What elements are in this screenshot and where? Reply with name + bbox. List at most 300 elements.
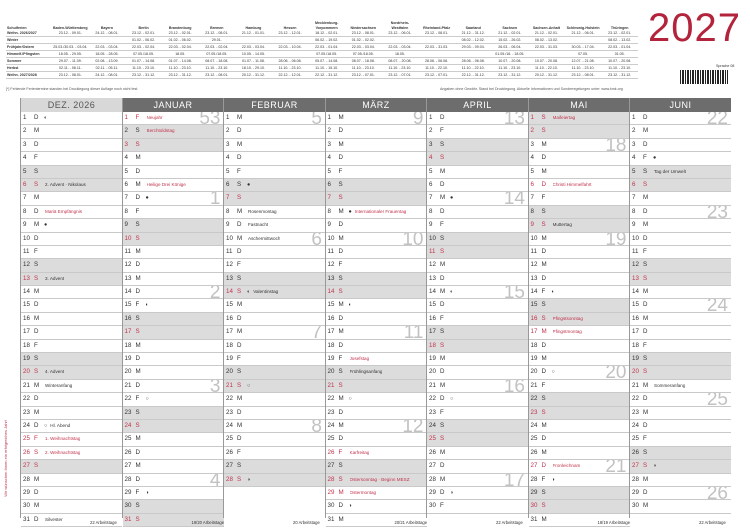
day-number: 25 [429, 435, 436, 443]
holiday-cell: 11.10. - 23.10. [162, 65, 199, 72]
day-number: 21 [327, 381, 335, 389]
weekday-letter: D [440, 180, 445, 188]
day-number: 5 [23, 167, 27, 175]
holiday-cell: 23.12. - 02.01. [125, 30, 162, 37]
day-row [529, 286, 630, 299]
weekday-letter: F [440, 408, 444, 416]
day-number: 6 [124, 180, 128, 188]
weekday-letter: S [135, 421, 140, 429]
day-row [427, 313, 528, 326]
day-row [21, 326, 122, 339]
day-number: 21 [226, 381, 233, 389]
day-row [630, 192, 731, 205]
day-row [224, 192, 325, 205]
holiday-cell: 20.12. - 31.12. [528, 72, 565, 79]
month-column [426, 98, 528, 518]
day-row [630, 246, 731, 259]
weekday-letter: D [541, 462, 546, 470]
holiday-cell: 15.02. - 26.02. [492, 37, 529, 44]
day-number: 23 [327, 408, 335, 416]
day-row [21, 219, 122, 232]
holiday-cell: 28.06. - 06.08. [272, 58, 309, 65]
day-row [630, 313, 731, 326]
weekday-letter: S [541, 408, 546, 416]
moon-phase-icon: ◐ [551, 289, 555, 296]
weekday-letter: S [643, 462, 648, 470]
weekday-letter: D [135, 355, 140, 363]
day-row [123, 125, 224, 138]
day-number: 2 [23, 127, 27, 135]
day-number: 10 [226, 234, 233, 242]
weekday-letter: S [338, 194, 343, 202]
weekday-letter: D [34, 301, 39, 309]
holiday-cell: 07.05./18.05. [308, 51, 345, 58]
day-row [427, 407, 528, 420]
day-row [123, 152, 224, 165]
day-event-label: 2. Advent · Nikolaus [45, 181, 86, 187]
weekday-letter: D [237, 127, 242, 135]
weekday-letter: S [541, 502, 546, 510]
day-number: 26 [226, 448, 233, 456]
day-row [224, 259, 325, 272]
day-number: 15 [226, 301, 233, 309]
day-number: 7 [23, 194, 27, 202]
day-number: 18 [429, 341, 436, 349]
holiday-cell: Sommer [6, 58, 52, 65]
weekday-letter: M [440, 448, 446, 456]
weekday-letter: M [338, 114, 344, 121]
weekday-letter: S [34, 368, 39, 376]
day-event-label: Winteranfang [45, 382, 73, 388]
day-number: 20 [327, 368, 335, 376]
holiday-cell [272, 51, 309, 58]
day-row [529, 313, 630, 326]
month-header: DEZ. 2026 [21, 98, 122, 112]
day-number: 5 [530, 167, 534, 175]
day-row [427, 286, 528, 299]
weekday-letter: M [135, 180, 141, 188]
weekday-letter: S [440, 154, 445, 162]
day-row [427, 460, 528, 473]
holiday-cell: 06.02. - 19.02. [308, 37, 345, 44]
weekday-letter: S [338, 381, 343, 389]
day-row [529, 460, 630, 473]
month-workdays-footer: 22 Arbeitstage [699, 520, 726, 525]
weekday-letter: S [34, 261, 39, 269]
weekday-letter: M [541, 421, 547, 429]
month-workdays-footer: 19/20 Arbeitstage [191, 520, 225, 525]
week-number: 2 [209, 286, 221, 300]
day-row [529, 112, 630, 125]
day-row [21, 366, 122, 379]
day-row [224, 152, 325, 165]
day-number: 7 [632, 194, 636, 202]
holiday-cell: Herbst [6, 65, 52, 72]
holiday-cell: Winter [6, 37, 52, 44]
weekday-letter: D [135, 167, 140, 175]
weekday-letter: M [643, 194, 649, 202]
day-event-label: Valentinstag [253, 289, 279, 295]
day-row [427, 433, 528, 446]
day-number: 28 [23, 475, 30, 483]
day-row [529, 125, 630, 138]
day-row [427, 447, 528, 460]
month-workdays-footer: 18/19 Arbeitstage [597, 520, 631, 525]
weekday-letter: S [34, 180, 39, 188]
day-row [427, 125, 528, 138]
day-row [224, 299, 325, 312]
weekday-letter: M [34, 381, 40, 389]
day-number: 19 [632, 355, 639, 363]
weekday-letter: F [643, 341, 647, 349]
day-number: 30 [530, 502, 538, 510]
day-number: 15 [124, 301, 132, 309]
day-number: 18 [23, 341, 30, 349]
day-number: 5 [226, 167, 230, 175]
weekday-letter: D [237, 154, 242, 162]
holiday-row [6, 65, 638, 72]
weekday-letter: M [338, 488, 344, 496]
weekday-letter: S [237, 288, 242, 296]
weekday-letter: D [643, 488, 648, 496]
day-row [529, 179, 630, 192]
weekday-letter: S [643, 274, 648, 282]
day-row [630, 380, 731, 393]
weekday-letter: M [338, 515, 344, 523]
moon-phase-icon: ◐ [348, 302, 352, 309]
day-row [427, 206, 528, 219]
weekday-letter: F [541, 381, 546, 389]
day-row [224, 326, 325, 339]
day-number: 30 [429, 502, 436, 510]
holiday-cell: 01.02. - 06.02. [125, 37, 162, 44]
week-number: 16 [503, 379, 525, 394]
day-number: 14 [124, 288, 132, 296]
day-row [224, 219, 325, 232]
holiday-cell: 23.12. - 08.01. [199, 72, 236, 79]
weekday-letter: F [135, 207, 140, 215]
holiday-cell: 26.03. - 06.04. [492, 44, 529, 51]
day-row [21, 353, 122, 366]
day-row [21, 259, 122, 272]
weekday-letter: F [541, 475, 546, 483]
holiday-cell: 28.06. - 06.08. [418, 58, 455, 65]
weekday-letter: M [34, 127, 40, 135]
holiday-cell: 21.12. - 01.01. [235, 30, 272, 37]
day-number: 24 [429, 421, 436, 429]
week-number: 15 [503, 286, 525, 300]
day-row [123, 166, 224, 179]
week-number: 4 [209, 473, 221, 487]
holiday-cell: 11.10. - 22.10. [418, 65, 455, 72]
weekday-letter: M [34, 221, 40, 229]
day-row [326, 340, 427, 353]
side-slogan: Wir wünschen Ihnen ein erfolgreiches Jahr! [3, 420, 8, 497]
holiday-cell: 02.08. - 13.09. [89, 58, 126, 65]
day-row [529, 420, 630, 433]
day-row [326, 353, 427, 366]
day-row [630, 447, 731, 460]
day-row [123, 393, 224, 406]
day-number: 27 [23, 462, 30, 470]
holiday-cell: 20.12. - 31.12. [235, 72, 272, 79]
week-number: 14 [503, 192, 525, 206]
weekday-letter: S [237, 381, 242, 389]
day-number: 31 [23, 515, 30, 523]
day-number: 10 [23, 234, 30, 242]
day-row [123, 340, 224, 353]
day-number: 28 [226, 475, 233, 483]
day-row [224, 246, 325, 259]
day-number: 19 [124, 355, 132, 363]
weekday-letter: F [237, 355, 241, 363]
day-number: 11 [429, 247, 436, 255]
day-number: 1 [226, 114, 230, 121]
day-number: 3 [530, 140, 534, 148]
holiday-header: Schulferien [7, 25, 27, 30]
day-row [123, 273, 224, 286]
day-row [326, 166, 427, 179]
day-number: 17 [124, 328, 132, 336]
day-row [326, 474, 427, 487]
day-event-label: 3. Advent [45, 275, 65, 281]
year-title: 2027 [648, 6, 741, 50]
weekday-letter: S [643, 448, 648, 456]
day-number: 31 [124, 515, 132, 523]
day-row [630, 152, 731, 165]
day-number: 16 [530, 314, 538, 322]
holiday-cell: 11.10. - 23.10. [492, 65, 529, 72]
weekday-letter: M [338, 234, 344, 242]
day-row [529, 353, 630, 366]
weekday-letter: M [643, 381, 649, 389]
day-number: 4 [530, 154, 534, 162]
holiday-cell: 22.03. - 02.04. [199, 44, 236, 51]
weekday-letter: S [440, 341, 445, 349]
weekday-letter: D [135, 261, 140, 269]
weekday-letter: M [135, 368, 141, 376]
weekday-letter: D [541, 274, 546, 282]
day-number: 26 [23, 448, 30, 456]
holiday-cell: 11.10. - 23.10. [199, 65, 236, 72]
weekday-letter: S [643, 180, 648, 188]
holiday-cell: 23.12. - 31.12. [492, 72, 529, 79]
day-number: 14 [327, 288, 335, 296]
weekday-letter: S [237, 274, 242, 282]
weekday-letter: S [541, 488, 546, 496]
moon-phase-icon: ○ [450, 396, 454, 403]
moon-phase-icon: ○ [145, 396, 149, 403]
weekday-letter: M [440, 194, 446, 202]
holiday-cell: 11.10. - 22.10. [528, 65, 565, 72]
day-number: 4 [23, 154, 27, 162]
day-row [529, 233, 630, 246]
month-workdays-footer: 22 Arbeitstage [90, 520, 117, 525]
sku-label: Sprache 08 [716, 64, 735, 68]
day-number: 29 [23, 488, 30, 496]
day-number: 4 [632, 154, 636, 162]
weekday-letter: M [237, 421, 243, 429]
day-number: 28 [327, 475, 335, 483]
day-row [630, 433, 731, 446]
weekday-letter: S [541, 395, 546, 403]
day-number: 9 [124, 221, 128, 229]
weekday-letter: M [34, 408, 40, 416]
day-row [123, 420, 224, 433]
day-number: 30 [124, 502, 132, 510]
day-row [630, 206, 731, 219]
day-row [224, 206, 325, 219]
day-row [529, 474, 630, 487]
day-number: 11 [632, 247, 639, 255]
day-row [123, 179, 224, 192]
day-number: 1 [327, 114, 331, 121]
day-number: 16 [429, 314, 436, 322]
weekday-letter: M [338, 328, 344, 336]
holiday-cell: Weihn. 2027/2028 [6, 72, 52, 79]
holiday-cell: Frühjahr/Ostern [6, 44, 52, 51]
moon-phase-icon: ◑ [653, 463, 657, 470]
day-number: 30 [327, 502, 335, 510]
day-row [21, 487, 122, 500]
holiday-cell: 21.12. - 02.01. [528, 30, 565, 37]
holiday-cell: 29.07. - 11.09. [52, 58, 89, 65]
day-number: 3 [429, 140, 433, 148]
day-row [427, 112, 528, 125]
day-row [427, 246, 528, 259]
day-row [326, 179, 427, 192]
holiday-cell [418, 51, 455, 58]
day-event-label: Muttertag [552, 222, 572, 228]
day-row [427, 474, 528, 487]
day-event-label: Mariä Empfängnis [45, 208, 83, 214]
weekday-letter: D [541, 435, 546, 443]
day-row [326, 447, 427, 460]
day-number: 31 [327, 515, 335, 523]
week-number: 19 [605, 232, 627, 246]
day-row [123, 353, 224, 366]
weekday-letter: M [440, 288, 446, 296]
weekday-letter: D [338, 408, 343, 416]
holiday-cell: 21.12. - 31.12. [455, 30, 492, 37]
weekday-letter: F [643, 247, 647, 255]
day-number: 19 [23, 355, 30, 363]
day-number: 7 [327, 194, 331, 202]
weekday-letter: S [440, 247, 445, 255]
day-row [529, 433, 630, 446]
moon-phase-icon: ◑ [145, 489, 149, 496]
month-header: APRIL [427, 98, 528, 112]
day-row [630, 353, 731, 366]
moon-phase-icon: ◑ [247, 476, 251, 483]
weekday-letter: D [135, 288, 140, 296]
day-row [427, 420, 528, 433]
day-row [123, 259, 224, 272]
weekday-letter: F [338, 261, 343, 269]
day-row [21, 112, 122, 125]
day-row [21, 273, 122, 286]
day-number: 6 [327, 180, 331, 188]
weekday-letter: S [440, 234, 445, 242]
day-number: 23 [23, 408, 30, 416]
day-row [224, 340, 325, 353]
weekday-letter: S [541, 114, 546, 121]
day-row [326, 273, 427, 286]
weekday-letter: D [338, 127, 343, 135]
day-number: 8 [429, 207, 433, 215]
weekday-letter: M [541, 234, 547, 242]
day-event-label: Pfingstsonntag [552, 315, 583, 321]
weekday-letter: S [440, 435, 445, 443]
week-number: 6 [311, 232, 322, 246]
holiday-cell: 23.12. - 08.01. [345, 30, 382, 37]
day-event-label: Silvester [45, 516, 63, 522]
day-number: 20 [530, 368, 538, 376]
day-row [224, 286, 325, 299]
weekday-letter: M [440, 261, 446, 269]
holiday-cell: 23.12. - 06.01. [382, 30, 419, 37]
day-number: 13 [632, 274, 639, 282]
weekday-letter: D [541, 180, 546, 188]
day-number: 19 [327, 355, 335, 363]
weekday-letter: M [237, 234, 243, 242]
holiday-cell: 02.11. - 06.11. [52, 65, 89, 72]
day-row [224, 380, 325, 393]
holiday-cell: 22.03. - 02.04. [125, 44, 162, 51]
day-number: 15 [429, 301, 436, 309]
holiday-cell: 11.10. - 22.10. [455, 65, 492, 72]
holiday-cell: 11.10. - 23.10. [382, 65, 419, 72]
day-number: 30 [632, 502, 639, 510]
day-number: 22 [632, 395, 639, 403]
day-number: 2 [530, 127, 534, 135]
day-row [326, 219, 427, 232]
day-number: 2 [226, 127, 230, 135]
day-number: 8 [23, 207, 27, 215]
day-number: 15 [23, 301, 30, 309]
weekday-letter: D [541, 341, 546, 349]
day-number: 24 [226, 421, 233, 429]
weekday-letter: D [338, 435, 343, 443]
day-number: 3 [226, 140, 230, 148]
weekday-letter: D [237, 408, 242, 416]
month-column [629, 98, 731, 518]
weekday-letter: F [541, 194, 546, 202]
weekday-letter: M [541, 167, 547, 175]
holiday-cell: 18.05. - 28.05. [89, 51, 126, 58]
day-row [630, 179, 731, 192]
day-row [123, 460, 224, 473]
day-row [224, 460, 325, 473]
day-number: 2 [124, 127, 128, 135]
day-row [427, 192, 528, 205]
weekday-letter: S [135, 328, 140, 336]
day-number: 17 [530, 328, 538, 336]
day-number: 3 [327, 140, 331, 148]
weekday-letter: M [541, 448, 547, 456]
weekday-letter: S [643, 261, 648, 269]
weekday-letter: D [643, 328, 648, 336]
day-row [326, 125, 427, 138]
day-event-label: Fronleichnam [552, 463, 581, 469]
holiday-cell: 23.12. - 07.01. [345, 72, 382, 79]
day-row [224, 112, 325, 125]
weekday-letter: M [541, 140, 547, 148]
day-row [326, 206, 427, 219]
weekday-letter: D [34, 515, 39, 523]
day-row [630, 474, 731, 487]
day-number: 20 [124, 368, 132, 376]
